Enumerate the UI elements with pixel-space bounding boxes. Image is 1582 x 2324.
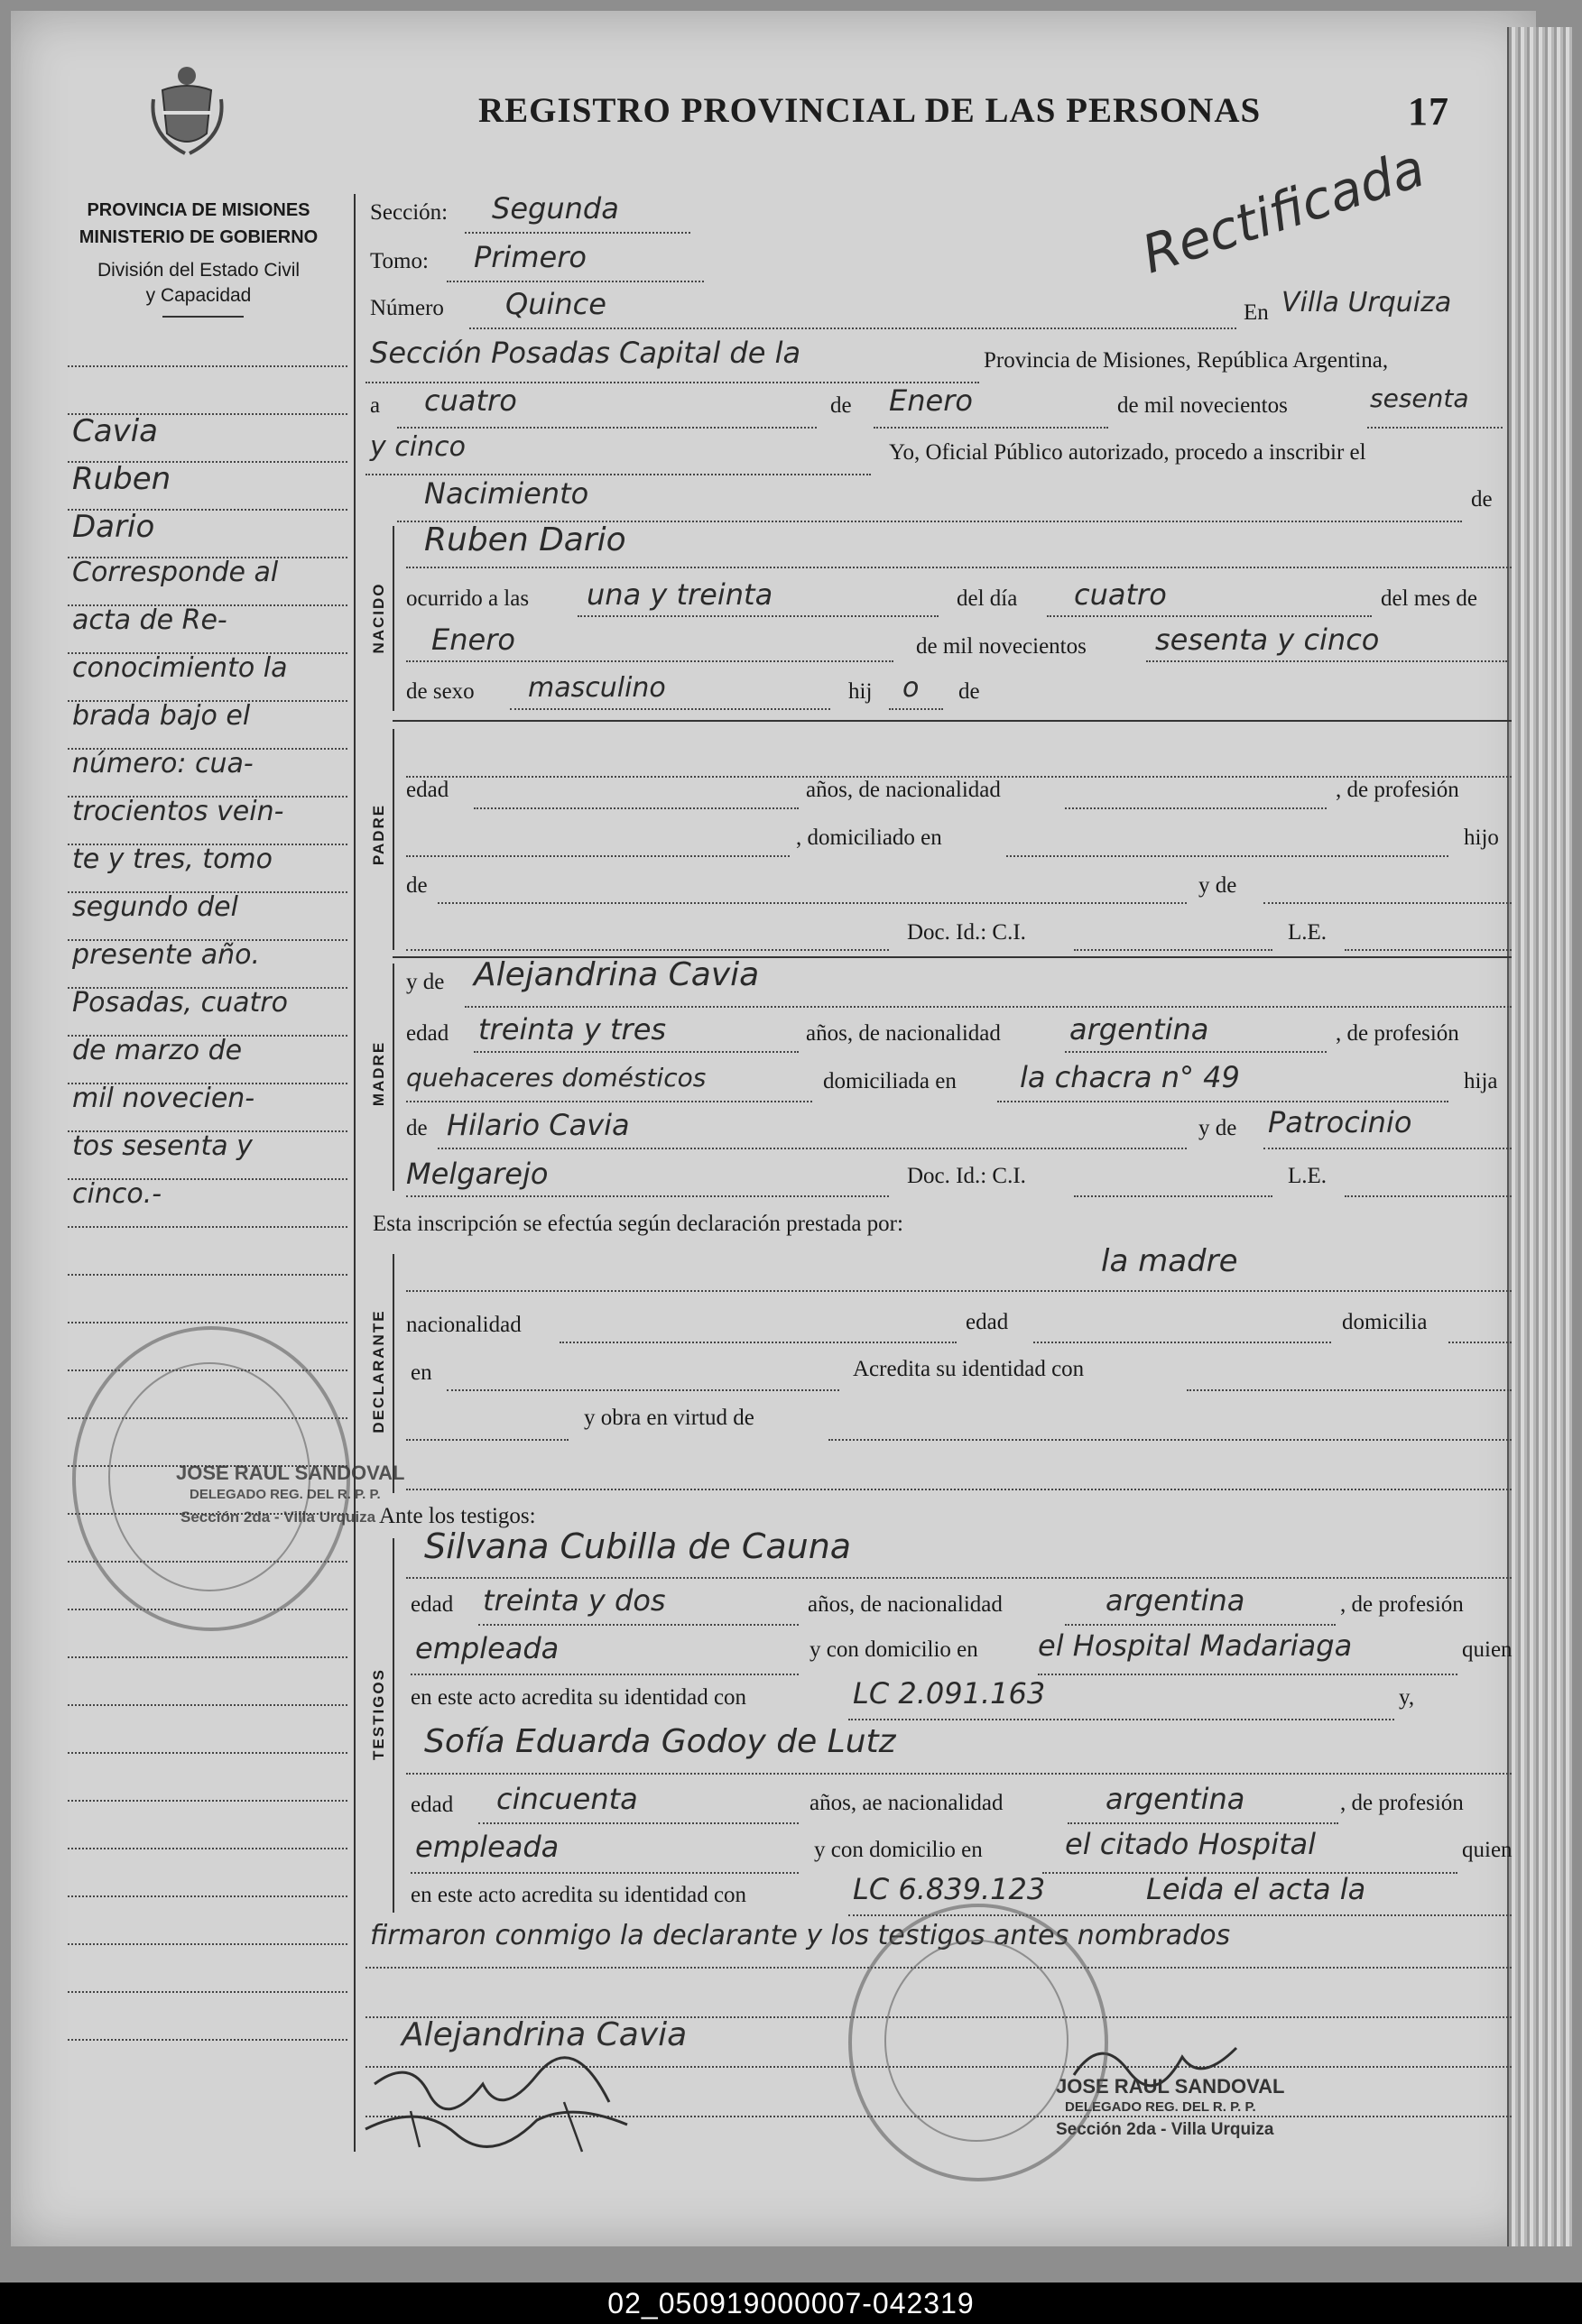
rectificada-annotation: Rectificada	[1134, 136, 1432, 286]
margin-ruled-line	[68, 1943, 347, 1945]
mil-label: de mil novecientos	[916, 634, 1087, 659]
dia-value: cuatro	[1074, 577, 1167, 612]
madre-de-label: de	[406, 1116, 428, 1140]
declarante-virtud-label: y obra en virtud de	[584, 1406, 754, 1430]
madre-padre-nombre: Hilario Cavia	[447, 1108, 630, 1142]
declarante-edad-label: edad	[966, 1310, 1009, 1334]
madre-profesion: quehaceres domésticos	[406, 1063, 707, 1093]
madre-edad: treinta y tres	[478, 1012, 667, 1047]
madre-madre-apellido: Melgarejo	[406, 1157, 549, 1191]
testigo2-quien-label: quien	[1462, 1838, 1513, 1862]
declarante-label: DECLARANTE	[370, 1309, 387, 1434]
testigo2-profesion: empleada	[415, 1830, 560, 1864]
margin-ruled-line	[68, 1991, 347, 1993]
testigo1-y-label: y,	[1399, 1685, 1415, 1710]
testigo1-domicilio-label: y con domicilio en	[810, 1637, 978, 1662]
madre-nacionalidad: argentina	[1069, 1012, 1209, 1047]
hij-label: hij	[848, 679, 873, 704]
declarante-domicilia-label: domicilia	[1342, 1310, 1428, 1334]
testigo1-acredita-label: en este acto acredita su identidad con	[411, 1685, 747, 1710]
page-number: 17	[1408, 89, 1449, 134]
numero-label: Número	[370, 296, 444, 320]
declarante-intro: Esta inscripción se efectúa según declaración prestada por:	[373, 1212, 903, 1236]
testigo1-edad-label: edad	[411, 1592, 454, 1617]
padre-edad-label: edad	[406, 778, 449, 802]
firma-line: firmaron conmigo la declarante y los testigos antes nombrados	[370, 1920, 1231, 1951]
testigos-label: TESTIGOS	[370, 1668, 387, 1760]
del-mes-label: del mes de	[1381, 586, 1477, 611]
padre-y-de-label: y de	[1198, 873, 1237, 898]
madre-y-de2-label: y de	[1198, 1116, 1237, 1140]
declarante-en-label: en	[411, 1360, 432, 1385]
madre-doc-label: Doc. Id.: C.I.	[907, 1164, 1026, 1188]
margin-note-line: número: cua-	[72, 748, 254, 779]
agency-line4: y Capacidad	[145, 285, 252, 306]
padre-doc-label: Doc. Id.: C.I.	[907, 920, 1026, 945]
margin-note-line: presente año.	[72, 939, 260, 971]
testigo1-profesion: empleada	[415, 1631, 560, 1665]
ocurrido-label: ocurrido a las	[406, 586, 530, 611]
padre-profesion-label: , de profesión	[1336, 778, 1459, 802]
madre-madre-nombre: Patrocinio	[1268, 1105, 1412, 1139]
footer-id: 02_050919000007-042319	[607, 2286, 975, 2319]
margin-ruled-line	[68, 365, 347, 367]
testigo2-domicilio-label: y con domicilio en	[814, 1838, 983, 1862]
numero-value: Quince	[505, 287, 606, 321]
margin-note-line: Ruben	[72, 461, 171, 497]
nacido-mes: Enero	[431, 622, 515, 657]
testigo2-doc: LC 6.839.123	[853, 1872, 1046, 1906]
testigo1-nacionalidad: argentina	[1106, 1583, 1245, 1618]
margin-ruled-line	[68, 1800, 347, 1802]
margin-ruled-line	[68, 1848, 347, 1849]
seal-left-title: DELEGADO REG. DEL R. P. P.	[190, 1487, 381, 1502]
sexo-value: masculino	[528, 672, 666, 704]
tomo-value: Primero	[474, 240, 587, 274]
signature-witnesses-icon	[356, 2048, 645, 2156]
margin-note-line: tos sesenta y	[72, 1130, 253, 1162]
nacido-label: NACIDO	[370, 582, 387, 654]
de-label: de	[830, 393, 852, 418]
testigo1-quien-label: quien	[1462, 1637, 1513, 1662]
madre-y-de-label: y de	[406, 970, 445, 994]
madre-domicilio: la chacra n° 49	[1020, 1060, 1240, 1094]
seccion-value: Segunda	[492, 191, 619, 226]
margin-note-line: Posadas, cuatro	[72, 987, 288, 1019]
nacido-de-label: de	[958, 679, 980, 704]
padre-hijo-label: hijo	[1464, 825, 1499, 850]
margin-note-line: segundo del	[72, 891, 238, 923]
margin-note-line: mil novecien-	[72, 1083, 255, 1114]
nacido-anio: sesenta y cinco	[1155, 622, 1380, 657]
margin-note-line: brada bajo el	[72, 700, 251, 732]
margin-ruled-line	[68, 1656, 347, 1658]
en-value: Villa Urquiza	[1281, 287, 1452, 318]
madre-nombre: Alejandrina Cavia	[474, 956, 760, 993]
a-dia: cuatro	[424, 383, 517, 418]
seccion-label: Sección:	[370, 200, 449, 225]
document-title: REGISTRO PROVINCIAL DE LAS PERSONAS	[478, 91, 1262, 130]
place-line: Sección Posadas Capital de la	[370, 336, 801, 370]
testigo2-edad: cincuenta	[496, 1782, 638, 1816]
margin-ruled-line	[68, 1322, 347, 1323]
del-dia-label: del día	[957, 586, 1018, 611]
hij-suffix: o	[902, 672, 920, 704]
margin-note-line: Dario	[72, 509, 155, 545]
official-name: JOSE RAUL SANDOVAL	[1056, 2075, 1285, 2098]
margin-ruled-line	[68, 2039, 347, 2041]
acto-value: Nacimiento	[424, 476, 589, 511]
de-label2: de	[1471, 487, 1493, 512]
testigo2-anios-label: años, ae nacionalidad	[810, 1791, 1004, 1815]
padre-domiciliado-label: , domiciliado en	[796, 825, 942, 850]
testigo1-nombre: Silvana Cubilla de Cauna	[424, 1526, 852, 1566]
declarante-nombre: la madre	[1101, 1243, 1238, 1279]
sexo-label: de sexo	[406, 679, 475, 704]
margin-note-line: te y tres, tomo	[72, 844, 273, 875]
padre-le-label: L.E.	[1288, 920, 1328, 945]
margin-note-line: conocimiento la	[72, 652, 288, 684]
margin-note-line: de marzo de	[72, 1035, 243, 1066]
column-divider	[354, 194, 356, 2152]
en-label: En	[1244, 300, 1269, 325]
footer-id-bar	[0, 2282, 1582, 2324]
testigo1-edad: treinta y dos	[483, 1583, 666, 1618]
agency-underline	[162, 316, 244, 318]
madre-hija-label: hija	[1464, 1069, 1498, 1093]
testigo2-profesion-label: , de profesión	[1340, 1791, 1464, 1815]
province-text: Provincia de Misiones, República Argentina,	[984, 348, 1389, 373]
a-label: a	[370, 393, 381, 418]
agency-line3: División del Estado Civil	[97, 260, 301, 281]
testigo2-domicilio: el citado Hospital	[1065, 1827, 1317, 1861]
testigo2-nombre: Sofía Eduarda Godoy de Lutz	[424, 1723, 896, 1760]
margin-note-line: Cavia	[72, 413, 158, 449]
margin-note-line: cinco.-	[72, 1178, 162, 1210]
margin-ruled-line	[68, 1274, 347, 1276]
madre-le-label: L.E.	[1288, 1164, 1328, 1188]
agency-line1: PROVINCIA DE MISIONES	[87, 200, 310, 220]
madre-edad-label: edad	[406, 1021, 449, 1046]
testigo2-edad-label: edad	[411, 1793, 454, 1817]
margin-ruled-line	[68, 1704, 347, 1706]
madre-anios-label: años, de nacionalidad	[806, 1021, 1001, 1046]
seal-left-name: JOSE RAUL SANDOVAL	[176, 1462, 405, 1484]
testigo2-acredita-label: en este acto acredita su identidad con	[411, 1883, 747, 1907]
official-title: DELEGADO REG. DEL R. P. P.	[1065, 2099, 1256, 2115]
padre-label: PADRE	[370, 803, 387, 866]
official-section: Sección 2da - Villa Urquiza	[1056, 2120, 1274, 2139]
nacido-nombre: Ruben Dario	[424, 521, 626, 558]
anio-label: de mil novecientos	[1117, 393, 1288, 418]
page-edges	[1507, 27, 1572, 2246]
margin-note-line: Corresponde al	[72, 557, 279, 588]
madre-domiciliada-label: domiciliada en	[823, 1069, 957, 1093]
margin-ruled-line	[68, 1752, 347, 1754]
margin-ruled-line	[68, 1226, 347, 1228]
testigo1-doc: LC 2.091.163	[853, 1676, 1046, 1711]
testigo2-cont: Leida el acta la	[1146, 1872, 1366, 1906]
margin-note-line: acta de Re-	[72, 604, 227, 636]
hora-value: una y treinta	[587, 577, 773, 612]
coat-of-arms-icon	[149, 63, 226, 158]
testigo2-nacionalidad: argentina	[1106, 1782, 1245, 1816]
madre-profesion-label: , de profesión	[1336, 1021, 1459, 1046]
padre-de-label: de	[406, 873, 428, 898]
seal-left-section: Sección 2da - Villa Urquiza	[180, 1508, 376, 1526]
signature-mother: Alejandrina Cavia	[402, 2016, 688, 2053]
tomo-label: Tomo:	[370, 249, 429, 273]
oficial-text: Yo, Oficial Público autorizado, procedo a inscribir el	[889, 440, 1366, 465]
padre-anios-label: años, de nacionalidad	[806, 778, 1001, 802]
testigo1-profesion-label: , de profesión	[1340, 1592, 1464, 1617]
testigo1-domicilio: el Hospital Madariaga	[1038, 1628, 1353, 1663]
madre-label: MADRE	[370, 1040, 387, 1107]
margin-ruled-line	[68, 1895, 347, 1897]
declarante-nacionalidad-label: nacionalidad	[406, 1313, 522, 1337]
mes-value: Enero	[889, 383, 973, 418]
testigo1-anios-label: años, de nacionalidad	[808, 1592, 1003, 1617]
anio-cont: y cinco	[370, 431, 466, 463]
anio-value: sesenta	[1370, 383, 1469, 413]
declarante-acredita-label: Acredita su identidad con	[853, 1357, 1085, 1381]
ante-testigos-label: Ante los testigos:	[379, 1504, 536, 1528]
agency-line2: MINISTERIO DE GOBIERNO	[79, 227, 319, 247]
margin-note-line: trocientos vein-	[72, 796, 284, 827]
